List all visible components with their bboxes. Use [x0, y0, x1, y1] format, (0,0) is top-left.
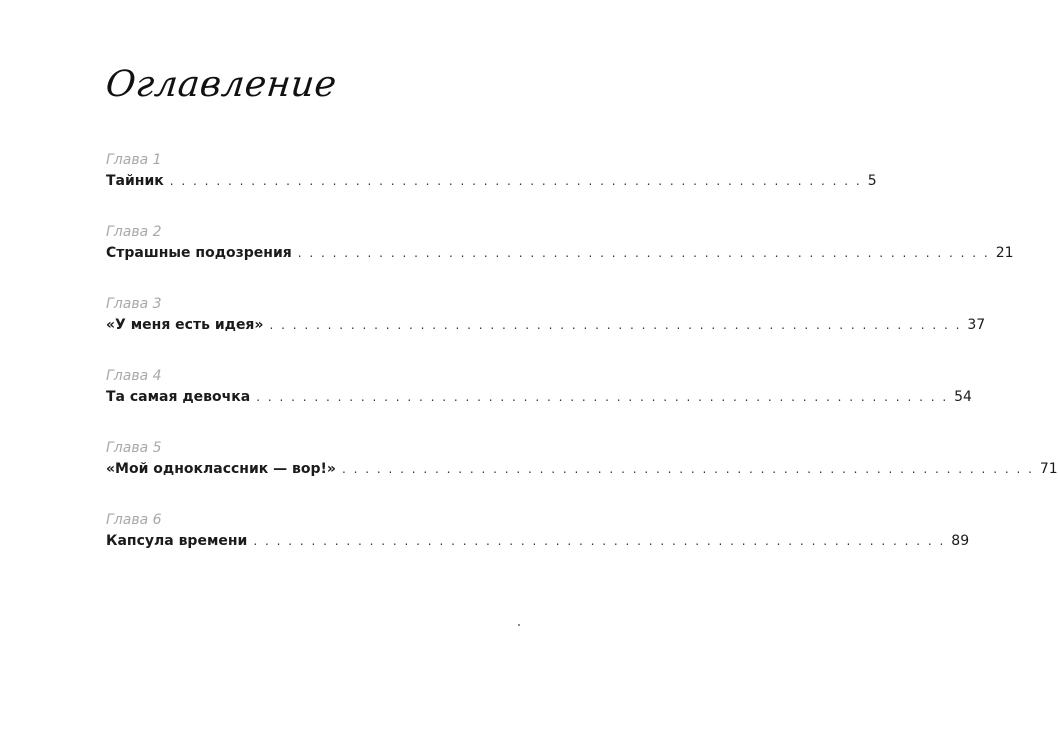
page-number: 5: [867, 173, 877, 189]
toc-row: [106, 532, 970, 550]
chapter-label: Глава 5: [106, 440, 162, 456]
page-number: 71: [1039, 461, 1058, 477]
table-of-contents: [106, 152, 1058, 584]
toc-entry: [106, 512, 970, 584]
toc-entry: [106, 296, 986, 368]
toc-row: [106, 172, 877, 190]
chapter-label: Глава 6: [106, 512, 162, 528]
page-number: 37: [967, 317, 986, 333]
dot-leader: . . . . . . . . . . . . . . . . . . . . . . . . . . . . . . . . . . . . . . . . . . . . . . . . . . . . . . . . . . . .: [341, 462, 1034, 476]
chapter-label: Глава 3: [106, 296, 162, 312]
chapter-label: Глава 2: [106, 224, 162, 240]
chapter-title: Та самая девочка: [106, 389, 251, 405]
chapter-label: Глава 4: [106, 368, 162, 384]
dot-leader: . . . . . . . . . . . . . . . . . . . . . . . . . . . . . . . . . . . . . . . . . . . . . . . . . . . . . . . . . . . .: [256, 390, 949, 404]
chapter-title: Страшные подозрения: [106, 245, 292, 261]
toc-entry: [106, 368, 972, 440]
chapter-title: «Мой одноклассник — вор!»: [106, 461, 336, 477]
dot-leader: . . . . . . . . . . . . . . . . . . . . . . . . . . . . . . . . . . . . . . . . . . . . . . . . . . . . . . . . . . . .: [297, 246, 990, 260]
page-number: 89: [951, 533, 970, 549]
toc-entry: [106, 440, 1058, 512]
toc-row: [106, 244, 1014, 262]
toc-row: [106, 316, 986, 334]
toc-row: [106, 460, 1058, 478]
page-number: 54: [954, 389, 972, 405]
dot-leader: . . . . . . . . . . . . . . . . . . . . . . . . . . . . . . . . . . . . . . . . . . . . . . . . . . . . . . . . . . . .: [169, 174, 862, 188]
toc-row: [106, 388, 972, 406]
dot-leader: . . . . . . . . . . . . . . . . . . . . . . . . . . . . . . . . . . . . . . . . . . . . . . . . . . . . . . . . . . . .: [253, 534, 946, 548]
toc-title: Оглавление: [103, 64, 339, 105]
chapter-title: Капсула времени: [106, 533, 248, 549]
page-number: 21: [995, 245, 1014, 261]
print-speck: [518, 624, 520, 626]
chapter-label: Глава 1: [106, 152, 162, 168]
toc-entry: [106, 152, 877, 224]
chapter-title: «У меня есть идея»: [106, 317, 264, 333]
dot-leader: . . . . . . . . . . . . . . . . . . . . . . . . . . . . . . . . . . . . . . . . . . . . . . . . . . . . . . . . . . . .: [269, 318, 962, 332]
chapter-title: Тайник: [106, 173, 164, 189]
toc-entry: [106, 224, 1014, 296]
